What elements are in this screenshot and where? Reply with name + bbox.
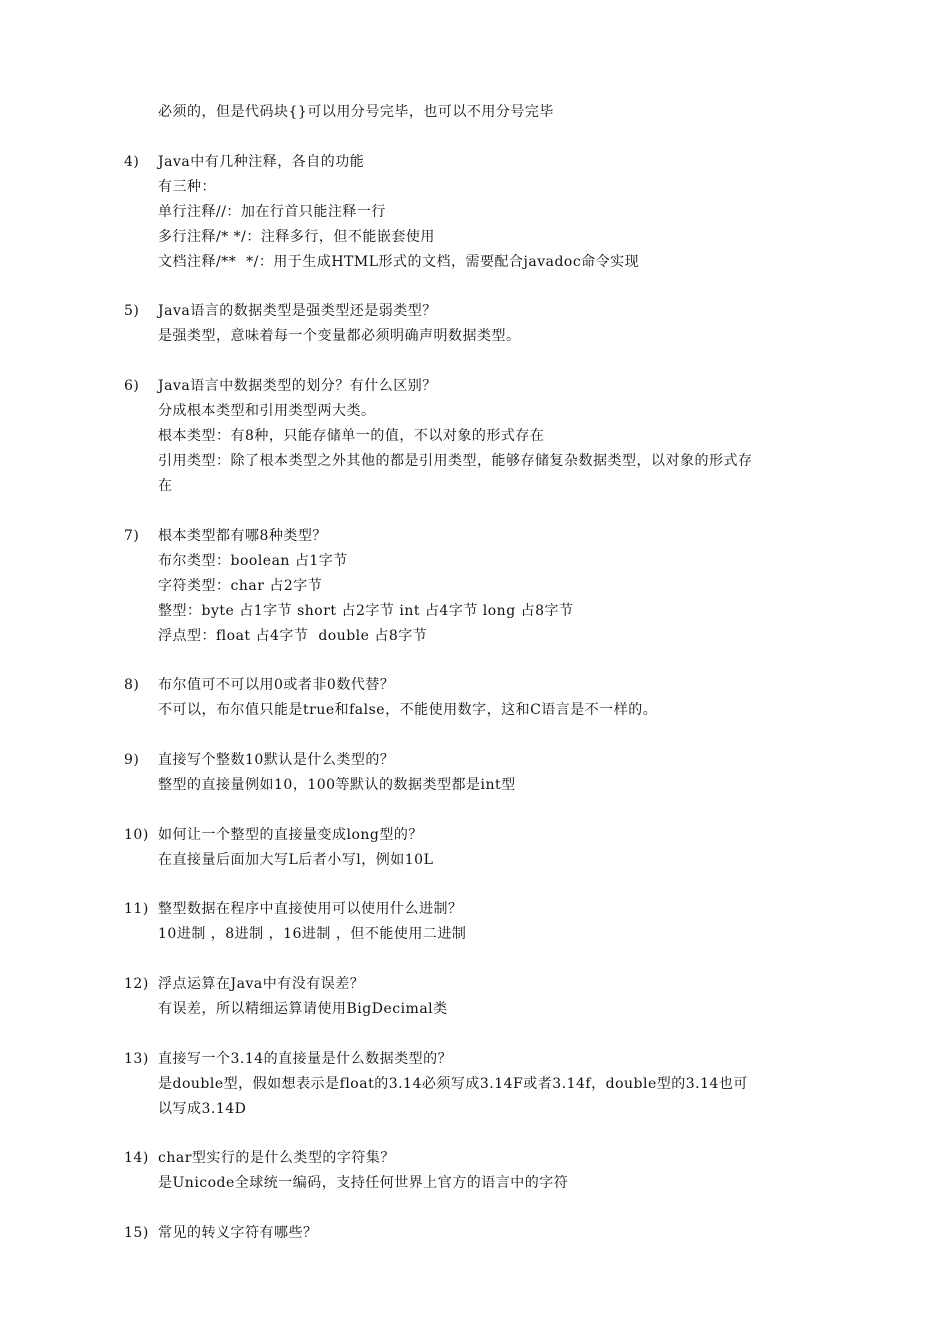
item-number: 7) [124, 528, 140, 544]
item-question: 浮点运算在Java中有没有误差？ [158, 976, 365, 992]
item-question: 直接写个整数10默认是什么类型的？ [158, 752, 395, 768]
item-number: 6) [124, 378, 140, 394]
item-number: 12) [124, 976, 149, 992]
item-answer-line: 整型：byte 占1字节 short 占2字节 int 占4字节 long 占8字节 [158, 603, 574, 619]
item-number: 13) [124, 1051, 149, 1067]
item-answer-line: 10进制 ，8进制 ，16进制 ，但不能使用二进制 [158, 926, 467, 942]
item-answer-line: 以写成3.14D [158, 1101, 247, 1117]
item-answer-line: 整型的直接量例如10，100等默认的数据类型都是int型 [158, 777, 516, 793]
item-question: 根本类型都有哪8种类型？ [158, 528, 327, 544]
item-answer-line: 布尔类型：boolean 占1字节 [158, 553, 348, 569]
item-question: 常见的转义字符有哪些？ [158, 1225, 318, 1241]
item-number: 4) [124, 154, 140, 170]
item-answer-line: 浮点型：float 占4字节 double 占8字节 [158, 628, 428, 644]
item-number: 11) [124, 901, 149, 917]
item-answer-line: 不可以，布尔值只能是true和false，不能使用数字，这和C语言是不一样的。 [158, 702, 658, 718]
item-answer-line: 在 [158, 478, 173, 494]
item-number: 5) [124, 303, 140, 319]
item-question: 布尔值可不可以用0或者非0数代替？ [158, 677, 395, 693]
item-number: 9) [124, 752, 140, 768]
item-question: Java语言中数据类型的划分？有什么区别？ [158, 378, 437, 394]
item-question: 如何让一个整型的直接量变成long型的？ [158, 827, 423, 843]
item-answer-line: 引用类型：除了根本类型之外其他的都是引用类型，能够存储复杂数据类型，以对象的形式存 [158, 453, 753, 469]
continuation-text: 必须的，但是代码块{}可以用分号完毕，也可以不用分号完毕 [158, 104, 554, 120]
item-answer-line: 分成根本类型和引用类型两大类。 [158, 403, 376, 419]
item-question: Java中有几种注释，各自的功能 [158, 154, 365, 170]
item-answer-line: 字符类型：char 占2字节 [158, 578, 323, 594]
item-answer-line: 是Unicode全球统一编码，支持任何世界上官方的语言中的字符 [158, 1175, 569, 1191]
item-answer-line: 有误差，所以精细运算请使用BigDecimal类 [158, 1001, 448, 1017]
item-question: Java语言的数据类型是强类型还是弱类型？ [158, 303, 437, 319]
item-answer-line: 是强类型，意味着每一个变量都必须明确声明数据类型。 [158, 328, 521, 344]
item-answer-line: 根本类型：有8种，只能存储单一的值，不以对象的形式存在 [158, 428, 545, 444]
item-answer-line: 文档注释/** */：用于生成HTML形式的文档，需要配合javadoc命令实现 [158, 254, 640, 270]
item-number: 15) [124, 1225, 149, 1241]
item-answer-line: 在直接量后面加大写L后者小写l，例如10L [158, 852, 434, 868]
item-answer-line: 有三种： [158, 179, 216, 195]
item-number: 14) [124, 1150, 149, 1166]
item-answer-line: 多行注释/* */：注释多行，但不能嵌套使用 [158, 229, 435, 245]
item-question: 直接写一个3.14的直接量是什么数据类型的？ [158, 1051, 453, 1067]
item-question: 整型数据在程序中直接使用可以使用什么进制？ [158, 901, 463, 917]
item-answer-line: 单行注释//：加在行首只能注释一行 [158, 204, 386, 220]
item-question: char型实行的是什么类型的字符集？ [158, 1150, 395, 1166]
item-answer-line: 是double型，假如想表示是float的3.14必须写成3.14F或者3.14f，double型的3.14也可 [158, 1076, 748, 1092]
item-number: 8) [124, 677, 140, 693]
item-number: 10) [124, 827, 149, 843]
